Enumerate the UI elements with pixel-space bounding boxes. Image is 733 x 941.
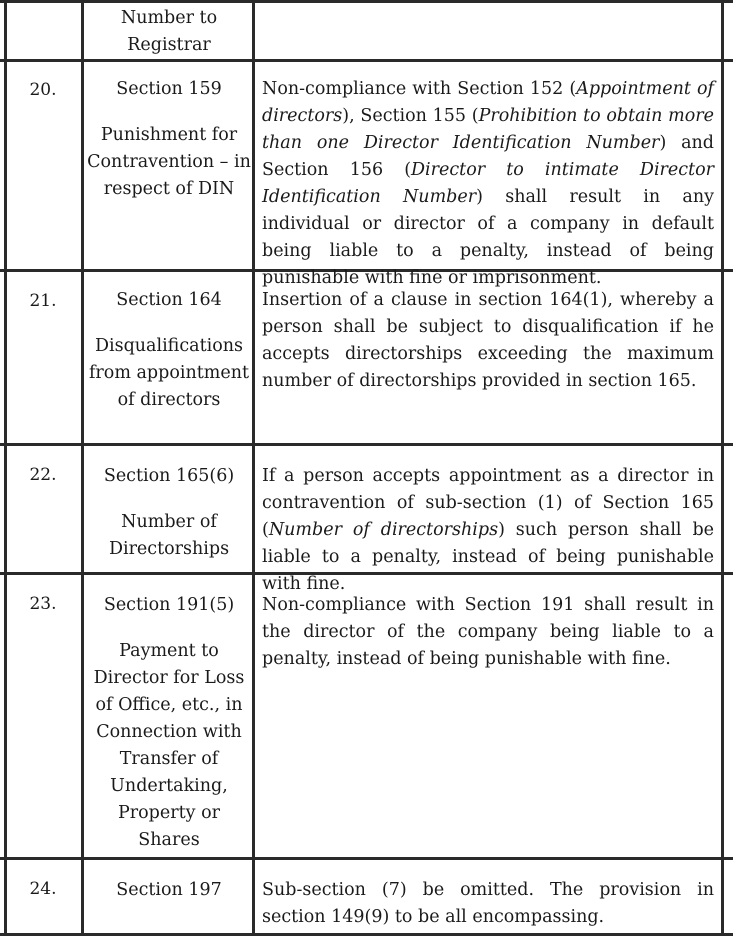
- serial-number: 22.: [29, 465, 57, 485]
- desc-italic: Prohibition to obtain more than one Director Identification Number: [262, 106, 714, 153]
- provision-cell: [86, 287, 252, 414]
- section-label: Section 159: [116, 79, 222, 99]
- desc-text: ) such person shall be liable to a penalty, instead of being punishable with fine.: [262, 520, 714, 594]
- section-label: Section 165(6): [103, 466, 235, 486]
- provision-title: Punishment for Contravention – in respect of DIN: [87, 125, 251, 199]
- amendment-description: Non-compliance with Section 191 shall result in the director of the company being liable to a penalty, instead of being punishable with fine.: [262, 595, 714, 669]
- row-divider: [0, 59, 733, 62]
- amendment-description: [262, 76, 714, 292]
- desc-text: ), Section 155 (: [342, 106, 479, 126]
- desc-italic: Number of directorships: [268, 520, 499, 540]
- cell-gap: [86, 619, 252, 638]
- provision-cell: [86, 463, 252, 563]
- provision-cell: [86, 877, 252, 904]
- serial-number: 24.: [29, 879, 57, 899]
- provision-cell: [86, 76, 252, 203]
- amendment-description: Insertion of a clause in section 164(1), whereby a person shall be subject to disqualification if he accepts directorships exceeding the maximum number of directorships provided in section 165.: [262, 290, 714, 391]
- row-divider: [0, 0, 733, 3]
- desc-text: ) and Section 156 (: [262, 133, 715, 180]
- section-label: Section 191(5): [103, 595, 235, 615]
- desc-italic: Director to intimate Director Identification Number: [262, 160, 715, 207]
- row-divider: [0, 857, 733, 860]
- section-label: Section 164: [116, 290, 222, 310]
- serial-number: 20.: [29, 80, 57, 100]
- row-divider: [0, 933, 733, 936]
- desc-text: If a person accepts appointment as a director in contravention of sub-section (1) of Section 165 (: [262, 466, 714, 540]
- provision-title: Number of Directorships: [108, 512, 230, 559]
- serial-number: 23.: [29, 594, 57, 614]
- cell-gap: [86, 103, 252, 122]
- amendment-description: [262, 463, 714, 598]
- desc-text: ) shall result in any individual or director of a company in default being liable to a penalty, instead of being punishable with fine or imprisonment.: [262, 187, 714, 288]
- table-border-col1: [81, 0, 84, 936]
- provision-cell: [86, 592, 252, 854]
- desc-italic: Appointment of directors: [262, 79, 714, 126]
- row-divider: [0, 443, 733, 446]
- provision-title: Number to Registrar: [120, 8, 218, 55]
- section-label: Section 197: [116, 880, 222, 900]
- table-border-col2: [252, 0, 255, 936]
- table-border-right: [721, 0, 724, 936]
- cell-gap: [86, 490, 252, 509]
- provision-title: Payment to Director for Loss of Office, etc., in Connection with Transfer of Undertaking, Property or Shares: [93, 641, 245, 850]
- provision-title: Disqualifications from appointment of directors: [88, 336, 250, 410]
- cell-gap: [86, 314, 252, 333]
- amendment-description: Sub-section (7) be omitted. The provision in section 149(9) to be all encompassing.: [262, 880, 714, 927]
- serial-number: 21.: [29, 291, 57, 311]
- desc-text: Non-compliance with Section 152 (: [262, 79, 577, 99]
